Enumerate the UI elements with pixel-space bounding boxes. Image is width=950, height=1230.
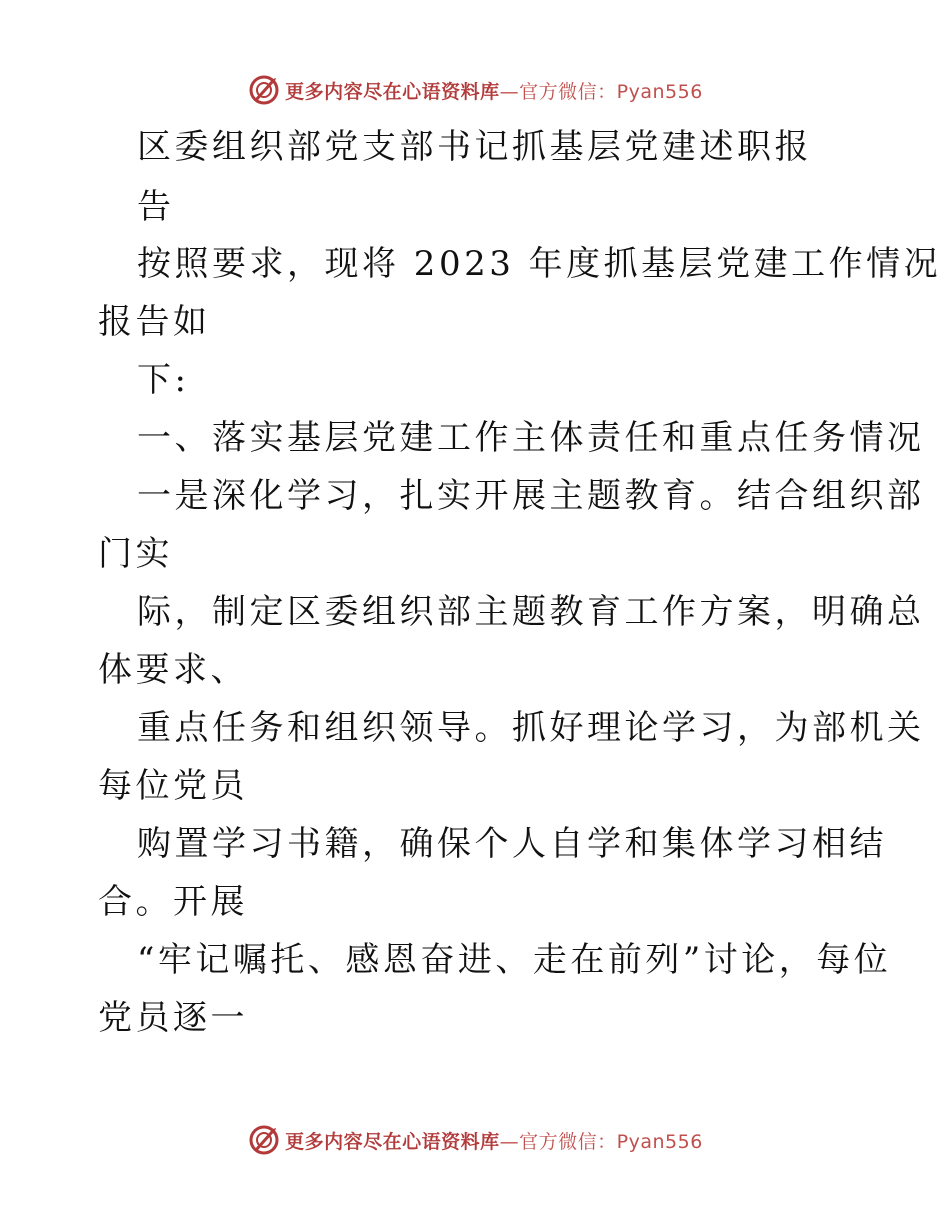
paragraph-line: 一是深化学习，扎实开展主题教育。结合组织部 xyxy=(137,476,925,516)
header-watermark xyxy=(0,70,950,110)
section-heading: 一、落实基层党建工作主体责任和重点任务情况 xyxy=(137,418,925,458)
paragraph-line: 重点任务和组织领导。抓好理论学习，为部机关 xyxy=(137,708,925,748)
header-contact-text: —官方微信：Pyan556 xyxy=(499,80,703,103)
paragraph-line: 购置学习书籍，确保个人自学和集体学习相结 xyxy=(137,824,887,864)
footer-contact-text: —官方微信：Pyan556 xyxy=(499,1130,703,1153)
document-title-line-1: 区委组织部党支部书记抓基层党建述职报 xyxy=(137,127,812,167)
document-title-line-2: 告 xyxy=(137,187,175,227)
paragraph-line: 报告如 xyxy=(98,302,211,342)
paragraph-line: 合。开展 xyxy=(98,882,248,922)
footer-brand-text: 更多内容尽在心语资料库 xyxy=(285,1130,500,1153)
paragraph-line: 门实 xyxy=(98,534,173,574)
paragraph-line: 体要求、 xyxy=(98,650,248,690)
paragraph-line: 党员逐一 xyxy=(98,998,248,1038)
paragraph-line: “牢记嘱托、感恩奋进、走在前列”讨论，每位 xyxy=(137,940,892,980)
paragraph-line: 际，制定区委组织部主题教育工作方案，明确总 xyxy=(137,592,925,632)
header-brand-text: 更多内容尽在心语资料库 xyxy=(285,80,500,103)
paragraph-line: 每位党员 xyxy=(98,766,248,806)
paragraph-line: 按照要求，现将 2023 年度抓基层党建工作情况 xyxy=(137,244,942,284)
pen-logo-icon xyxy=(247,73,281,107)
pen-logo-icon xyxy=(247,1123,281,1157)
footer-watermark xyxy=(0,1120,950,1160)
paragraph-line: 下: xyxy=(137,360,190,400)
